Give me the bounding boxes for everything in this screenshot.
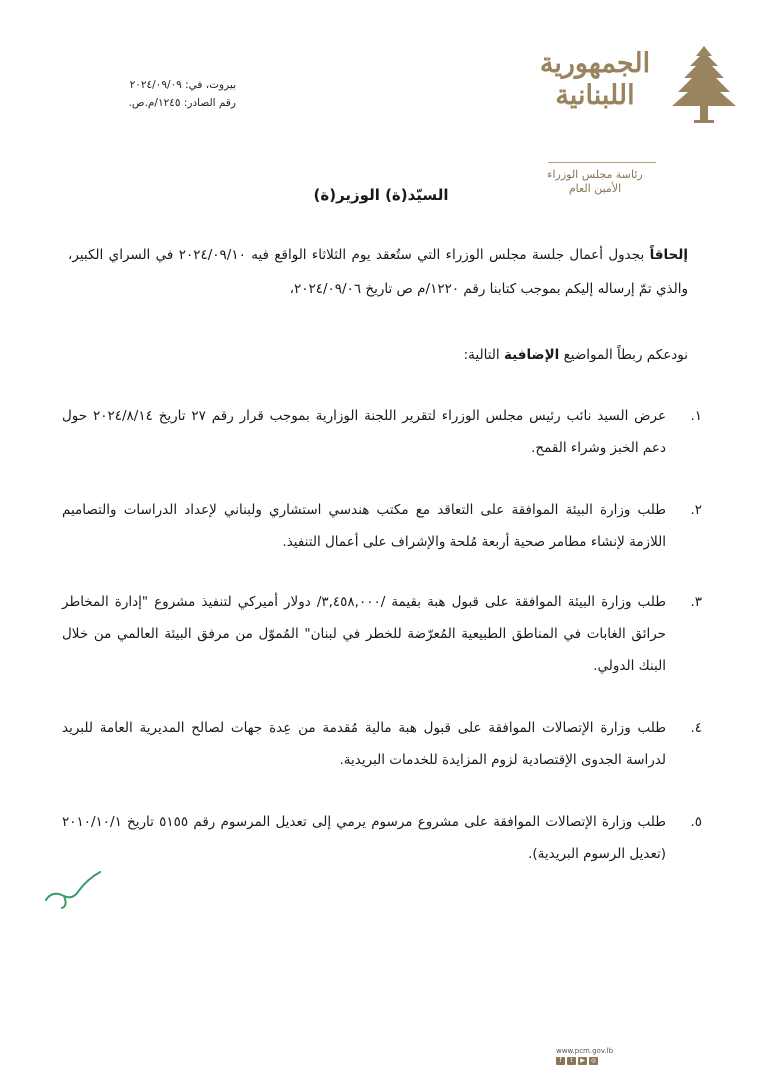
letterhead xyxy=(500,42,740,195)
office-line2: الأمين العام xyxy=(568,182,622,195)
request-paragraph xyxy=(68,338,688,372)
agenda-item xyxy=(62,586,702,682)
agenda-item xyxy=(62,400,702,464)
cedar-logo-icon xyxy=(668,42,740,130)
social-icons xyxy=(556,1057,626,1065)
intro-text: بجدول أعمال جلسة مجلس الوزراء التي ستُعقد يوم الثلاثاء الواقع فيه ٢٠٢٤/٠٩/١٠ في السراي الكبير، والذي تمّ إرساله إليكم بموجب كتابنا رقم ١٢٢٠/م ص تاريخ ٢٠٢٤/٠٩/٠٦، xyxy=(68,247,688,297)
agenda-item xyxy=(62,712,702,776)
signature-mark-icon xyxy=(42,862,112,912)
letter-meta xyxy=(96,76,236,112)
request-bold-word: الإضافية xyxy=(503,347,560,363)
request-text-before: نودعكم ربطاً المواضيع xyxy=(559,347,688,363)
republic-line1: الجمهورية xyxy=(539,48,651,79)
agenda-item-text: طلب وزارة البيئة الموافقة على التعاقد مع مكتب هندسي استشاري ولبناني لإعداد الدراسات والتصاميم اللازمة لإنشاء مطامر صحية أربعة مُلحة والإشراف على أعمال التنفيذ. xyxy=(62,502,666,550)
office-line1: رئاسة مجلس الوزراء xyxy=(547,168,643,181)
agenda-item-number: ١. xyxy=(690,408,702,424)
footer-url: www.pcm.gov.lb xyxy=(556,1047,614,1055)
agenda-item xyxy=(62,494,702,558)
reference-line: رقم الصادر: ١٢٤٥/م.ص. xyxy=(128,97,236,109)
republic-title xyxy=(530,48,660,112)
twitter-icon: t xyxy=(567,1057,576,1065)
youtube-icon: ▶ xyxy=(578,1057,587,1065)
agenda-item-text: عرض السيد نائب رئيس مجلس الوزراء لتقرير اللجنة الوزارية بموجب قرار رقم ٢٧ تاريخ ٢٠٢٤/٨/١٤ حول دعم الخبز وشراء القمح. xyxy=(62,408,667,456)
letterhead-divider xyxy=(548,162,656,163)
request-text-after: التالية: xyxy=(463,347,504,363)
agenda-item-number: ٤. xyxy=(690,720,702,736)
agenda-items xyxy=(62,400,702,870)
intro-bold-word: إلحاقاً xyxy=(649,247,688,263)
salutation: السيّد(ة) الوزير(ة) xyxy=(313,186,449,204)
date-line: بيروت، في: ٢٠٢٤/٠٩/٠٩ xyxy=(129,79,236,91)
agenda-item-text: طلب وزارة الإتصالات الموافقة على قبول هبة مالية مُقدمة من عِدة جهات لصالح المديرية العامة للبريد لدراسة الجدوى الإقتصادية لزوم المزايدة للخدمات البريدية. xyxy=(62,720,666,768)
intro-paragraph xyxy=(68,238,688,306)
agenda-item-text: طلب وزارة الإتصالات الموافقة على مشروع مرسوم يرمي إلى تعديل المرسوم رقم ٥١٥٥ تاريخ ٢٠١٠/١٠/١ (تعديل الرسوم البريدية). xyxy=(62,814,666,862)
page-footer xyxy=(556,1047,626,1065)
facebook-icon: f xyxy=(556,1057,565,1065)
instagram-icon: ◎ xyxy=(590,1057,597,1064)
agenda-item-number: ٢. xyxy=(690,502,702,518)
agenda-item-number: ٥. xyxy=(690,814,702,830)
agenda-item xyxy=(62,806,702,870)
agenda-item-text: طلب وزارة البيئة الموافقة على قبول هبة بقيمة /٣,٤٥٨,٠٠٠/ دولار أميركي لتنفيذ مشروع "إدارة المخاطر حرائق الغابات في المناطق الطبيعية المُعرّضة للخطر في لبنان" المُموّل من مرفق البيئة العالمي من خلال البنك الدولي. xyxy=(62,594,667,674)
republic-line2: اللبنانية xyxy=(555,80,635,111)
agenda-item-number: ٣. xyxy=(690,594,702,610)
